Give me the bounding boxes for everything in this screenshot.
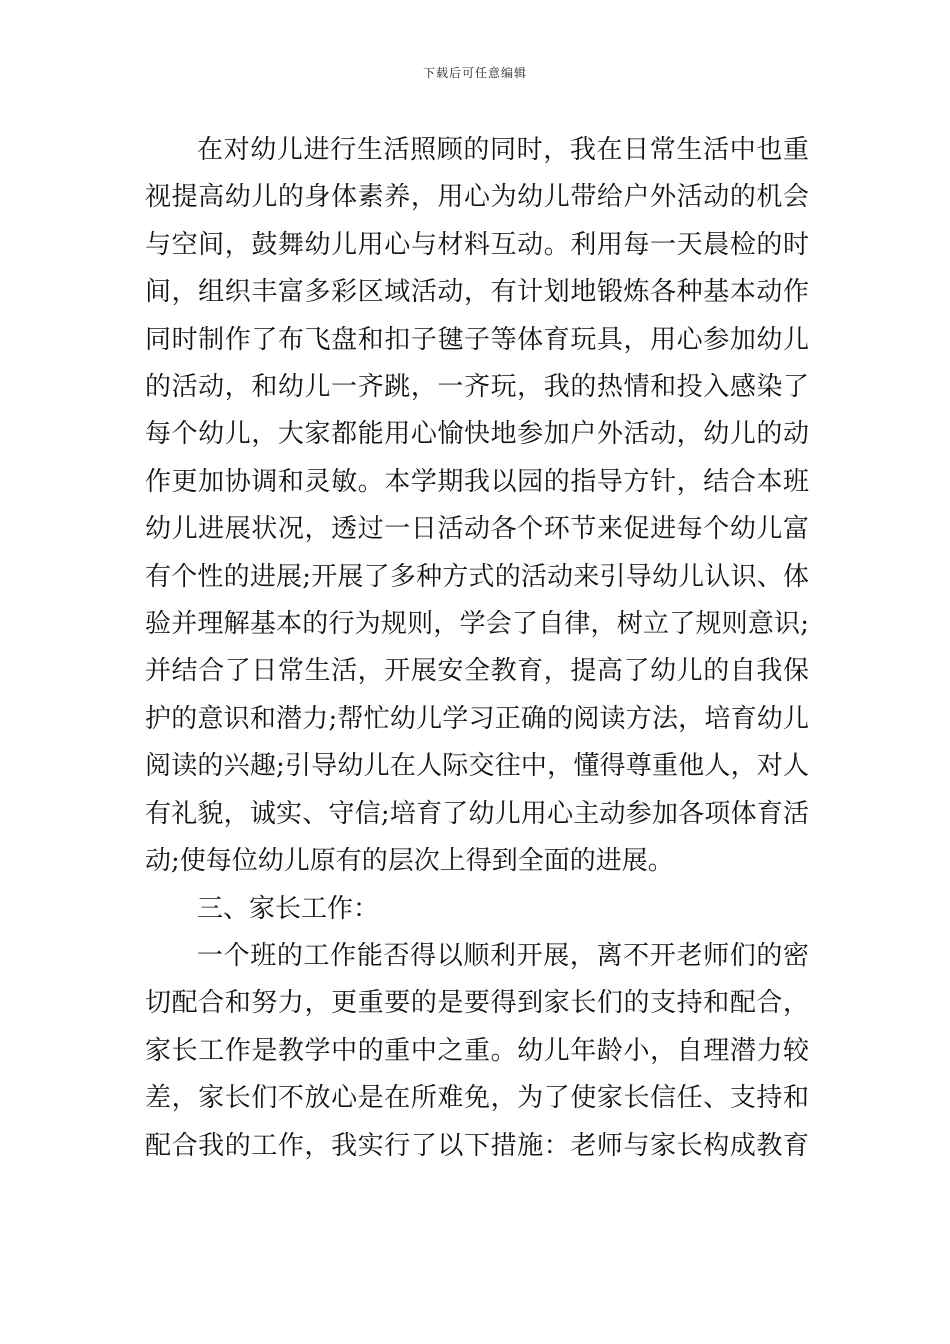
text-line: 一个班的工作能否得以顺利开展，离不开老师们的密 xyxy=(197,940,809,971)
text-line: 同时制作了布飞盘和扣子毽子等体育玩具，用心参加幼儿 xyxy=(145,324,809,355)
text-line: 有礼貌，诚实、守信;培育了幼儿用心主动参加各项体育活 xyxy=(145,798,809,829)
text-line: 家长工作是教学中的重中之重。幼儿年龄小，自理潜力较 xyxy=(145,1035,809,1066)
section-heading: 三、家长工作： xyxy=(197,893,380,924)
text-line: 切配合和努力，更重要的是要得到家长们的支持和配合， xyxy=(145,988,809,1019)
text-line: 配合我的工作，我实行了以下措施：老师与家长构成教育 xyxy=(145,1130,809,1161)
text-line: 并结合了日常生活，开展安全教育，提高了幼儿的自我保 xyxy=(145,656,809,687)
text-line: 间，组织丰富多彩区域活动，有计划地锻炼各种基本动作 xyxy=(145,277,809,308)
text-line: 幼儿进展状况，透过一日活动各个环节来促进每个幼儿富 xyxy=(145,514,809,545)
text-line: 作更加协调和灵敏。本学期我以园的指导方针，结合本班 xyxy=(145,466,809,497)
section-heading-parent-work xyxy=(145,886,809,933)
text-line: 有个性的进展;开展了多种方式的活动来引导幼儿认识、体 xyxy=(145,561,809,592)
text-line: 在对幼儿进行生活照顾的同时，我在日常生活中也重 xyxy=(197,135,809,165)
text-line: 阅读的兴趣;引导幼儿在人际交往中，懂得尊重他人，对人 xyxy=(145,751,809,782)
text-line: 的活动，和幼儿一齐跳，一齐玩，我的热情和投入感染了 xyxy=(145,372,809,403)
text-line: 视提高幼儿的身体素养，用心为幼儿带给户外活动的机会 xyxy=(145,182,809,213)
text-line: 与空间，鼓舞幼儿用心与材料互动。利用每一天晨检的时 xyxy=(145,229,809,260)
text-line: 护的意识和潜力;帮忙幼儿学习正确的阅读方法，培育幼儿 xyxy=(145,703,809,734)
paragraph-child-care xyxy=(145,127,809,886)
text-line: 每个幼儿，大家都能用心愉快地参加户外活动，幼儿的动 xyxy=(145,419,809,450)
text-line: 动;使每位幼儿原有的层次上得到全面的进展。 xyxy=(145,846,674,877)
paragraph-parent-work xyxy=(145,933,809,1170)
text-line: 差，家长们不放心是在所难免，为了使家长信任、支持和 xyxy=(145,1083,809,1114)
document-body xyxy=(145,127,809,1170)
page-header: 下载后可任意编辑 xyxy=(422,66,527,80)
text-line: 验并理解基本的行为规则，学会了自律，树立了规则意识; xyxy=(145,609,809,640)
